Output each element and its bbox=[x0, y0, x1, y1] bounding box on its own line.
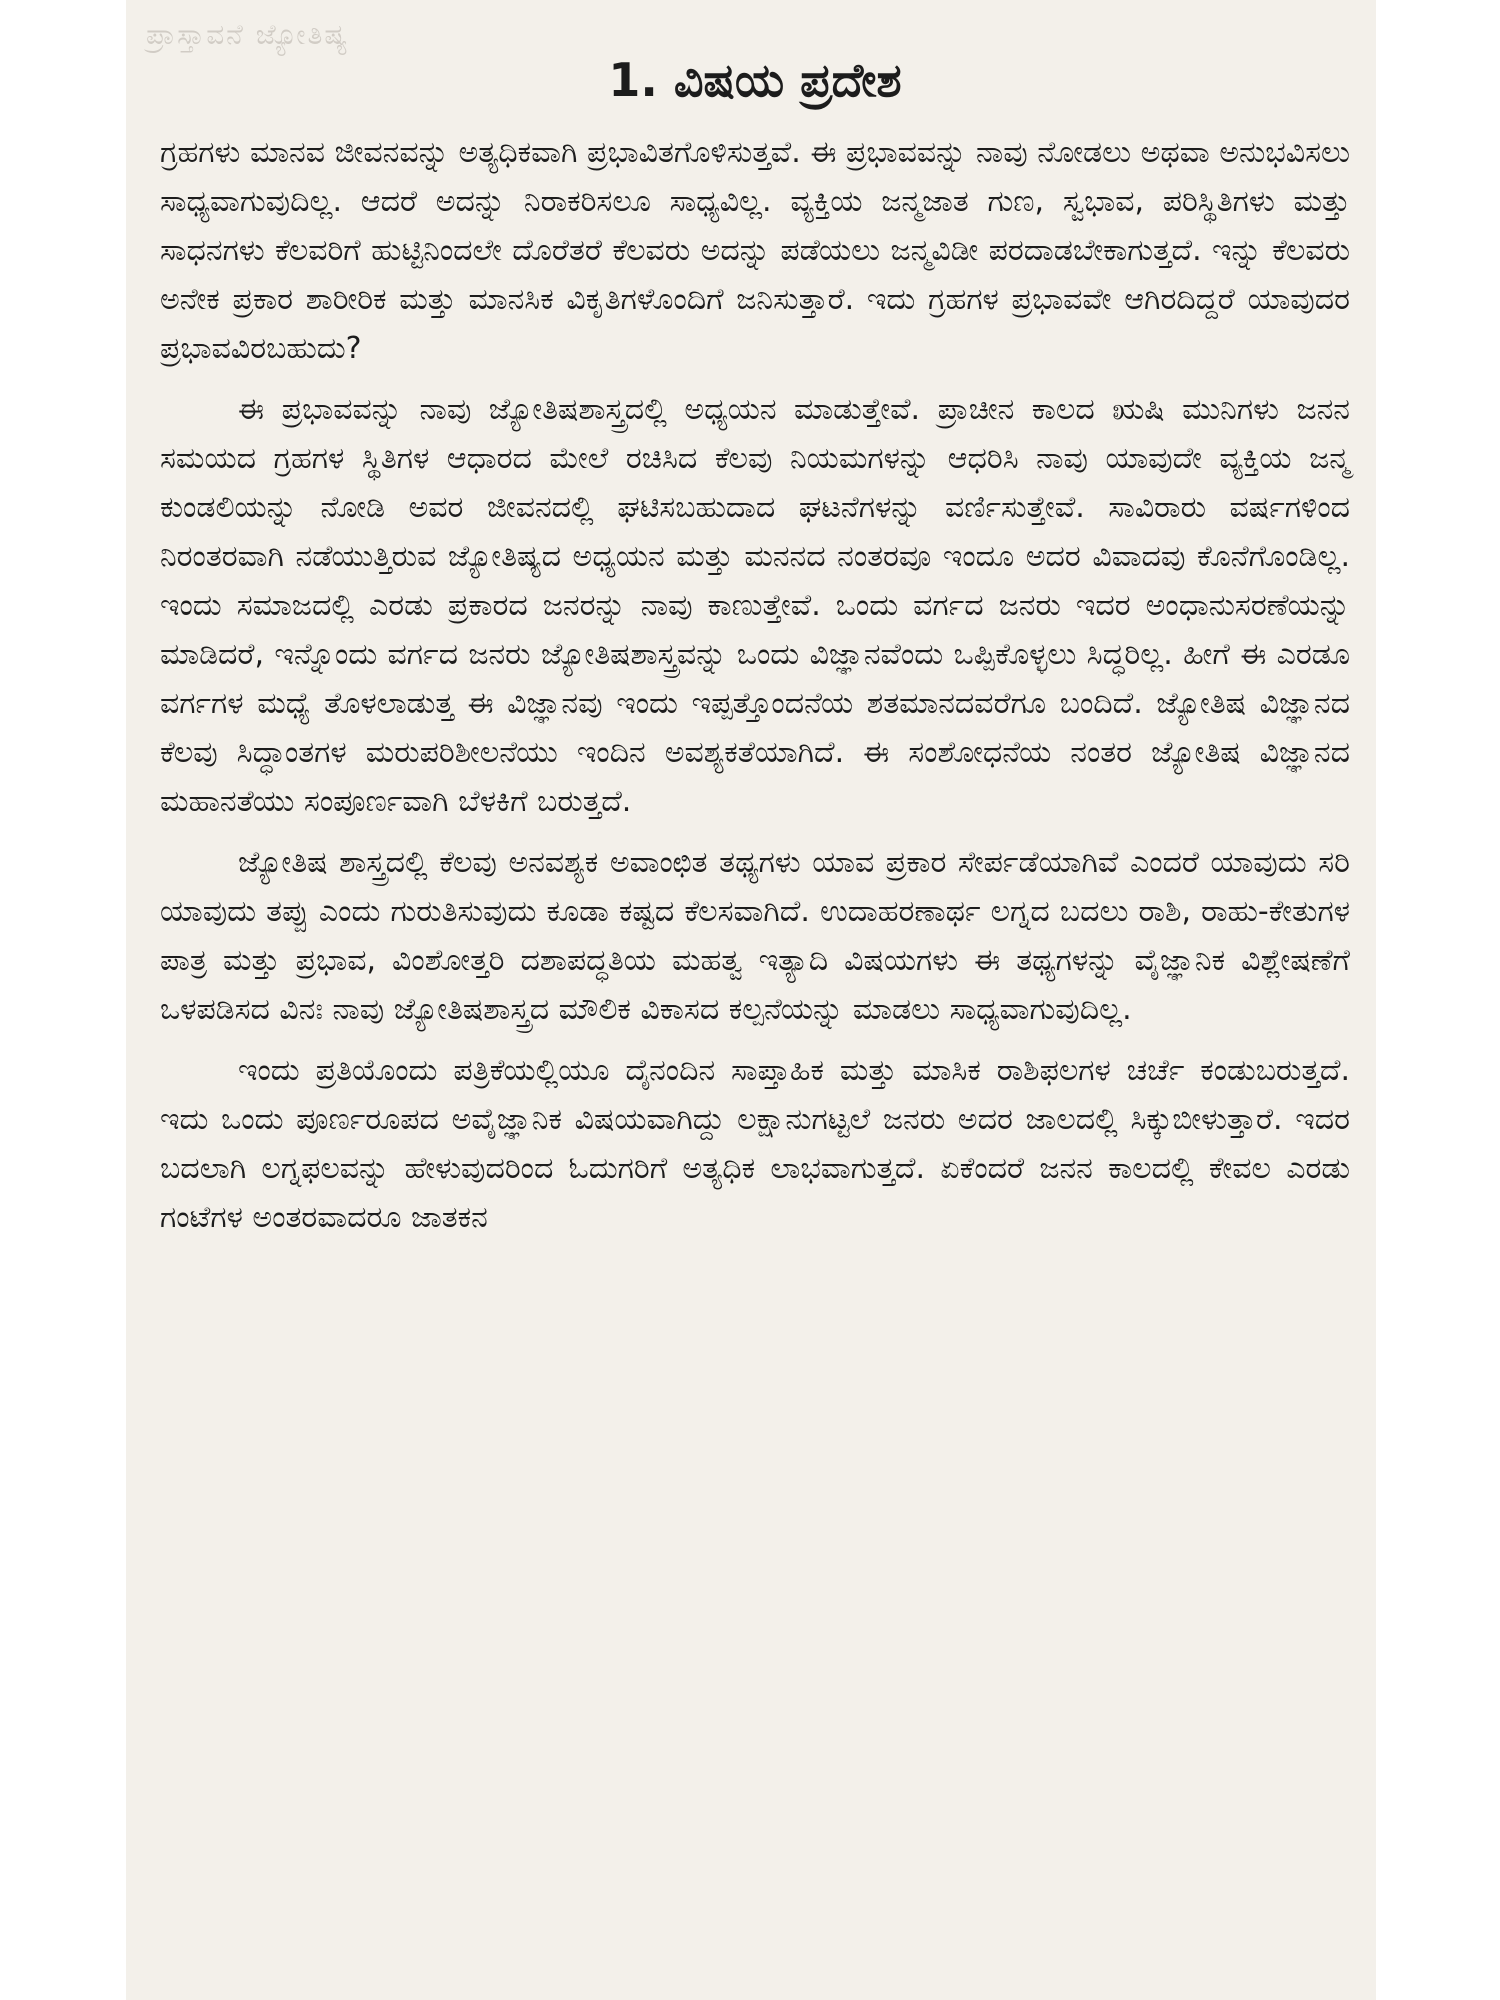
book-page bbox=[126, 0, 1376, 2000]
paragraph-1: ಗ್ರಹಗಳು ಮಾನವ ಜೀವನವನ್ನು ಅತ್ಯಧಿಕವಾಗಿ ಪ್ರಭಾವಿತಗೊಳಿಸುತ್ತವೆ. ಈ ಪ್ರಭಾವವನ್ನು ನಾವು ನೋಡಲು ಅಥವಾ ಅನುಭವಿಸಲು ಸಾಧ್ಯವಾಗುವುದಿಲ್ಲ. ಆದರೆ ಅದನ್ನು ನಿರಾಕರಿಸಲೂ ಸಾಧ್ಯವಿಲ್ಲ. ವ್ಯಕ್ತಿಯ ಜನ್ಮಜಾತ ಗುಣ, ಸ್ವಭಾವ, ಪರಿಸ್ಥಿತಿಗಳು ಮತ್ತು ಸಾಧನಗಳು ಕೆಲವರಿಗೆ ಹುಟ್ಟಿನಿಂದಲೇ ದೊರೆತರೆ ಕೆಲವರು ಅದನ್ನು ಪಡೆಯಲು ಜನ್ಮವಿಡೀ ಪರದಾಡಬೇಕಾಗುತ್ತದೆ. ಇನ್ನು ಕೆಲವರು ಅನೇಕ ಪ್ರಕಾರ ಶಾರೀರಿಕ ಮತ್ತು ಮಾನಸಿಕ ವಿಕೃತಿಗಳೊಂದಿಗೆ ಜನಿಸುತ್ತಾರೆ. ಇದು ಗ್ರಹಗಳ ಪ್ರಭಾವವೇ ಆಗಿರದಿದ್ದರೆ ಯಾವುದರ ಪ್ರಭಾವವಿರಬಹುದು? bbox=[160, 134, 1350, 366]
chapter-title: 1. ವಿಷಯ ಪ್ರದೇಶ bbox=[608, 53, 902, 107]
page-content bbox=[160, 52, 1350, 1254]
paragraph-2: ಈ ಪ್ರಭಾವವನ್ನು ನಾವು ಜ್ಯೋತಿಷಶಾಸ್ತ್ರದಲ್ಲಿ ಅಧ್ಯಯನ ಮಾಡುತ್ತೇವೆ. ಪ್ರಾಚೀನ ಕಾಲದ ಋಷಿ ಮುನಿಗಳು ಜನನ ಸಮಯದ ಗ್ರಹಗಳ ಸ್ಥಿತಿಗಳ ಆಧಾರದ ಮೇಲೆ ರಚಿಸಿದ ಕೆಲವು ನಿಯಮಗಳನ್ನು ಆಧರಿಸಿ ನಾವು ಯಾವುದೇ ವ್ಯಕ್ತಿಯ ಜನ್ಮ ಕುಂಡಲಿಯನ್ನು ನೋಡಿ ಅವರ ಜೀವನದಲ್ಲಿ ಘಟಿಸಬಹುದಾದ ಘಟನೆಗಳನ್ನು ವರ್ಣಿಸುತ್ತೇವೆ. ಸಾವಿರಾರು ವರ್ಷಗಳಿಂದ ನಿರಂತರವಾಗಿ ನಡೆಯುತ್ತಿರುವ ಜ್ಯೋತಿಷ್ಯದ ಅಧ್ಯಯನ ಮತ್ತು ಮನನದ ನಂತರವೂ ಇಂದೂ ಅದರ ವಿವಾದವು ಕೊನೆಗೊಂಡಿಲ್ಲ. ಇಂದು ಸಮಾಜದಲ್ಲಿ ಎರಡು ಪ್ರಕಾರದ ಜನರನ್ನು ನಾವು ಕಾಣುತ್ತೇವೆ. ಒಂದು ವರ್ಗದ ಜನರು ಇದರ ಅಂಧಾನುಸರಣೆಯನ್ನು ಮಾಡಿದರೆ, ಇನ್ನೊಂದು ವರ್ಗದ ಜನರು ಜ್ಯೋತಿಷಶಾಸ್ತ್ರವನ್ನು ಒಂದು ವಿಜ್ಞಾನವೆಂದು ಒಪ್ಪಿಕೊಳ್ಳಲು ಸಿದ್ಧರಿಲ್ಲ. ಹೀಗೆ ಈ ಎರಡೂ ವರ್ಗಗಳ ಮಧ್ಯೆ ತೊಳಲಾಡುತ್ತ ಈ ವಿಜ್ಞಾನವು ಇಂದು ಇಪ್ಪತ್ತೊಂದನೆಯ ಶತಮಾನದವರೆಗೂ ಬಂದಿದೆ. ಜ್ಯೋತಿಷ ವಿಜ್ಞಾನದ ಕೆಲವು ಸಿದ್ಧಾಂತಗಳ ಮರುಪರಿಶೀಲನೆಯು ಇಂದಿನ ಅವಶ್ಯಕತೆಯಾಗಿದೆ. ಈ ಸಂಶೋಧನೆಯ ನಂತರ ಜ್ಯೋತಿಷ ವಿಜ್ಞಾನದ ಮಹಾನತೆಯು ಸಂಪೂರ್ಣವಾಗಿ ಬೆಳಕಿಗೆ ಬರುತ್ತದೆ. bbox=[160, 391, 1350, 819]
paragraph-3: ಜ್ಯೋತಿಷ ಶಾಸ್ತ್ರದಲ್ಲಿ ಕೆಲವು ಅನವಶ್ಯಕ ಅವಾಂಛಿತ ತಥ್ಯಗಳು ಯಾವ ಪ್ರಕಾರ ಸೇರ್ಪಡೆಯಾಗಿವೆ ಎಂದರೆ ಯಾವುದು ಸರಿ ಯಾವುದು ತಪ್ಪು ಎಂದು ಗುರುತಿಸುವುದು ಕೂಡಾ ಕಷ್ಟದ ಕೆಲಸವಾಗಿದೆ. ಉದಾಹರಣಾರ್ಥ ಲಗ್ನದ ಬದಲು ರಾಶಿ, ರಾಹು-ಕೇತುಗಳ ಪಾತ್ರ ಮತ್ತು ಪ್ರಭಾವ, ವಿಂಶೋತ್ತರಿ ದಶಾಪದ್ಧತಿಯ ಮಹತ್ವ ಇತ್ಯಾದಿ ವಿಷಯಗಳು ಈ ತಥ್ಯಗಳನ್ನು ವೈಜ್ಞಾನಿಕ ವಿಶ್ಲೇಷಣೆಗೆ ಒಳಪಡಿಸದ ವಿನಃ ನಾವು ಜ್ಯೋತಿಷಶಾಸ್ತ್ರದ ಮೌಲಿಕ ವಿಕಾಸದ ಕಲ್ಪನೆಯನ್ನು ಮಾಡಲು ಸಾಧ್ಯವಾಗುವುದಿಲ್ಲ. bbox=[160, 844, 1350, 1027]
paragraph-4: ಇಂದು ಪ್ರತಿಯೊಂದು ಪತ್ರಿಕೆಯಲ್ಲಿಯೂ ದೈನಂದಿನ ಸಾಪ್ತಾಹಿಕ ಮತ್ತು ಮಾಸಿಕ ರಾಶಿಫಲಗಳ ಚರ್ಚೆ ಕಂಡುಬರುತ್ತದೆ. ಇದು ಒಂದು ಪೂರ್ಣರೂಪದ ಅವೈಜ್ಞಾನಿಕ ವಿಷಯವಾಗಿದ್ದು ಲಕ್ಷಾನುಗಟ್ಟಲೆ ಜನರು ಅದರ ಜಾಲದಲ್ಲಿ ಸಿಕ್ಕುಬೀಳುತ್ತಾರೆ. ಇದರ ಬದಲಾಗಿ ಲಗ್ನಫಲವನ್ನು ಹೇಳುವುದರಿಂದ ಓದುಗರಿಗೆ ಅತ್ಯಧಿಕ ಲಾಭವಾಗುತ್ತದೆ. ಏಕೆಂದರೆ ಜನನ ಕಾಲದಲ್ಲಿ ಕೇವಲ ಎರಡು ಗಂಟೆಗಳ ಅಂತರವಾದರೂ ಜಾತಕನ bbox=[160, 1052, 1350, 1235]
bleed-through-text: ಪ್ರಾಸ್ತಾವನೆ ಜ್ಯೋತಿಷ್ಯ bbox=[146, 18, 350, 51]
